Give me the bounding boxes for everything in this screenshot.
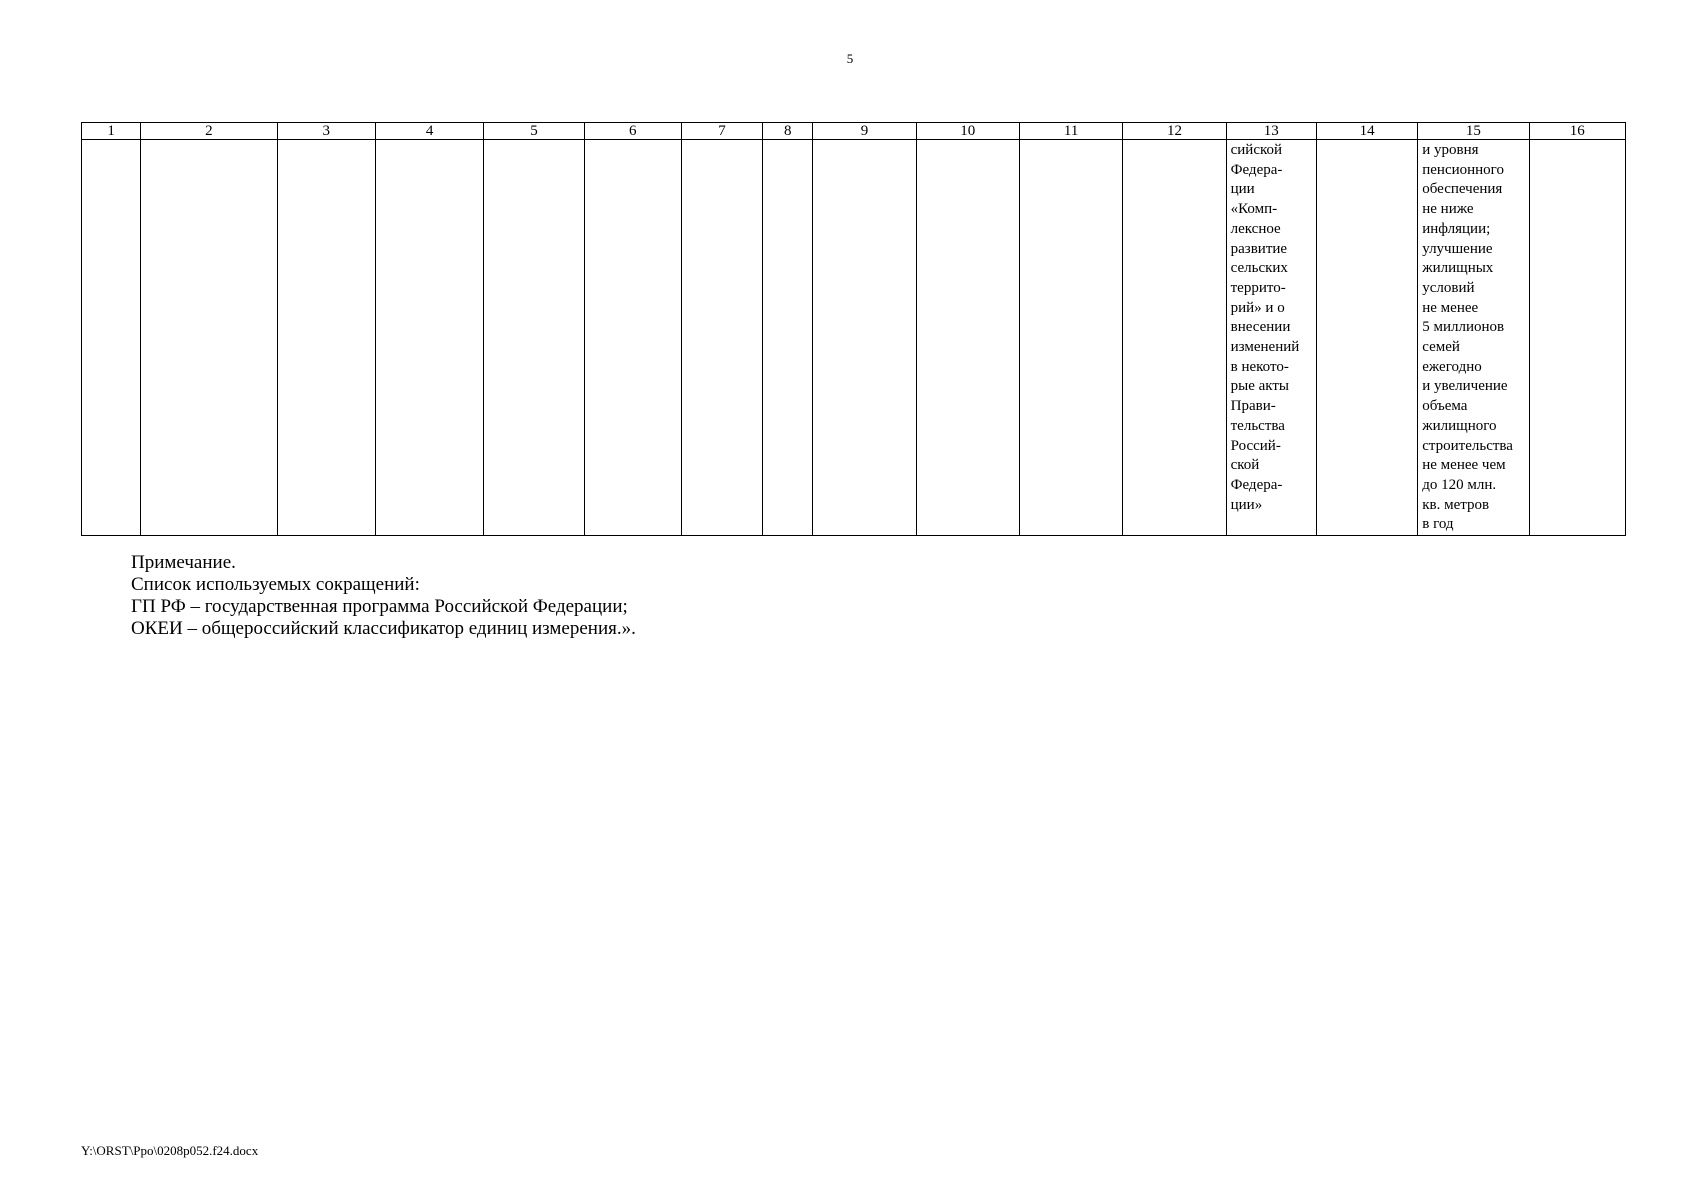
column-header: 9 bbox=[813, 123, 916, 140]
column-header: 6 bbox=[584, 123, 681, 140]
table-cell bbox=[1226, 140, 1316, 536]
table-cell bbox=[1316, 140, 1417, 536]
column-header: 3 bbox=[277, 123, 375, 140]
column-header: 2 bbox=[141, 123, 277, 140]
column-header: 15 bbox=[1418, 123, 1529, 140]
table-row bbox=[82, 140, 1626, 536]
column-header: 16 bbox=[1529, 123, 1625, 140]
column-header: 13 bbox=[1226, 123, 1316, 140]
column-header: 10 bbox=[916, 123, 1019, 140]
table-cell bbox=[141, 140, 277, 536]
table-cell bbox=[584, 140, 681, 536]
table-cell bbox=[277, 140, 375, 536]
cell-text-col13: сийской Федера- ции «Комп- лексное развитие сельских террито- рий» и о внесении изменений в некото- рые акты Прави- тельства Россий- ской Федера- ции» bbox=[1230, 142, 1300, 513]
table-cell bbox=[916, 140, 1019, 536]
file-path-footer: Y:\ORST\Ppo\0208p052.f24.docx bbox=[81, 1143, 259, 1158]
page-number: 5 bbox=[846, 51, 854, 66]
column-header: 12 bbox=[1123, 123, 1226, 140]
cell-text-col15: и уровня пенсионного обеспечения не ниже инфляции; улучшение жилищных условий не менее 5 миллионов семей ежегодно и увеличение объема жилищного строительства не менее чем до 120 млн. кв. метров в год bbox=[1422, 142, 1513, 533]
column-header: 8 bbox=[763, 123, 813, 140]
abbreviations-heading: Список используемых сокращений: bbox=[131, 574, 420, 595]
table-cell bbox=[681, 140, 762, 536]
abbreviation-item: ОКЕИ – общероссийский классификатор единиц измерения.». bbox=[131, 618, 636, 639]
note-title: Примечание. bbox=[131, 552, 236, 573]
table-cell bbox=[375, 140, 483, 536]
column-header: 14 bbox=[1316, 123, 1417, 140]
table-cell bbox=[1418, 140, 1529, 536]
note-block bbox=[131, 552, 636, 640]
table-cell bbox=[82, 140, 141, 536]
table-cell bbox=[763, 140, 813, 536]
table-cell bbox=[1019, 140, 1122, 536]
data-table bbox=[81, 122, 1626, 536]
table-cell bbox=[484, 140, 584, 536]
column-header: 7 bbox=[681, 123, 762, 140]
table-cell bbox=[1123, 140, 1226, 536]
column-header: 11 bbox=[1019, 123, 1122, 140]
column-header: 1 bbox=[82, 123, 141, 140]
table-cell bbox=[1529, 140, 1625, 536]
table-header-row bbox=[82, 123, 1626, 140]
column-header: 4 bbox=[375, 123, 483, 140]
column-header: 5 bbox=[484, 123, 584, 140]
table-cell bbox=[813, 140, 916, 536]
abbreviation-item: ГП РФ – государственная программа Российской Федерации; bbox=[131, 596, 628, 617]
